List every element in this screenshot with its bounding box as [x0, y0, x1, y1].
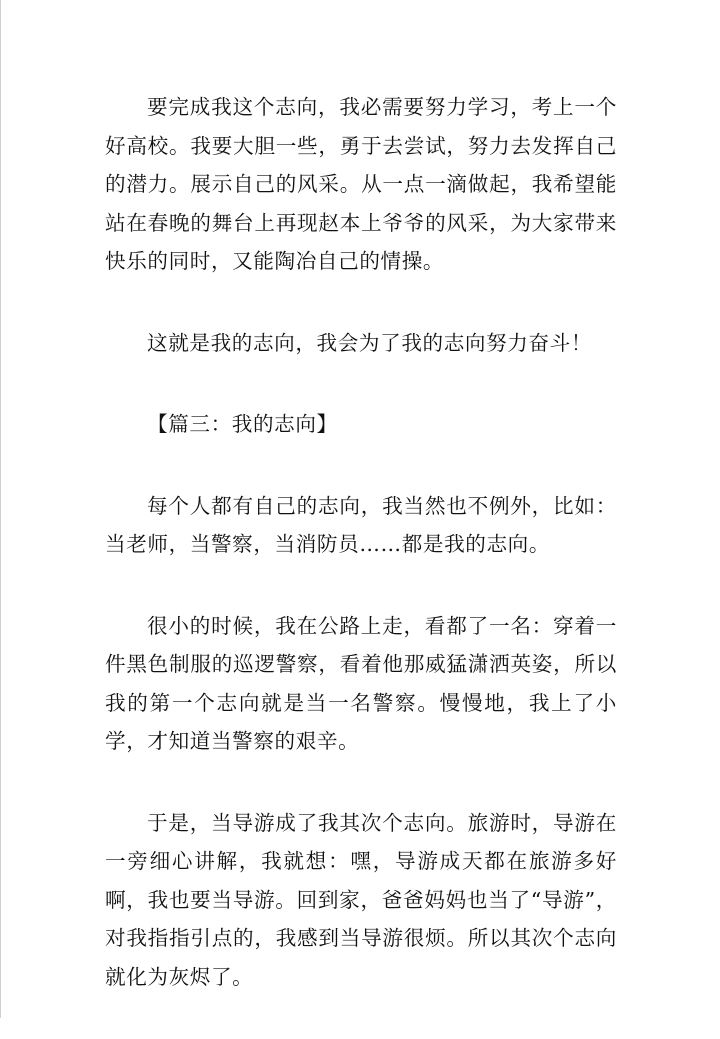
paragraph-ambition-plan: 要完成我这个志向，我必需要努力学习，考上一个好高校。我要大胆一些，勇于去尝试，努力去发挥自己的潜力。展示自己的风采。从一点一滴做起，我希望能站在春晚的舞台上再现赵本上爷爷的风采，为大家带来快乐的同时，又能陶冶自己的情操。 [105, 95, 617, 273]
paragraph-police-ambition: 很小的时候，我在公路上走，看都了一名：穿着一件黑色制服的巡逻警察，看着他那威猛潇洒英姿，所以我的第一个志向就是当一名警察。慢慢地，我上了小学，才知道当警察的艰辛。 [105, 613, 617, 753]
paragraph-ambition-resolve: 这就是我的志向，我会为了我的志向努力奋斗！ [147, 330, 593, 355]
paragraph-many-ambitions: 每个人都有自己的志向，我当然也不例外，比如：当老师，当警察，当消防员……都是我的志向。 [105, 493, 617, 556]
document-body [105, 88, 617, 1039]
paragraph-guide-ambition: 于是，当导游成了我其次个志向。旅游时，导游在一旁细心讲解，我就想：嘿，导游成天都在旅游多好啊，我也要当导游。回到家，爸爸妈妈也当了“导游”，对我指指引点的，我感到当导游很烦。所以其次个志向就化为灰烬了。 [105, 810, 617, 989]
section-heading: 【篇三：我的志向】 [147, 412, 338, 436]
